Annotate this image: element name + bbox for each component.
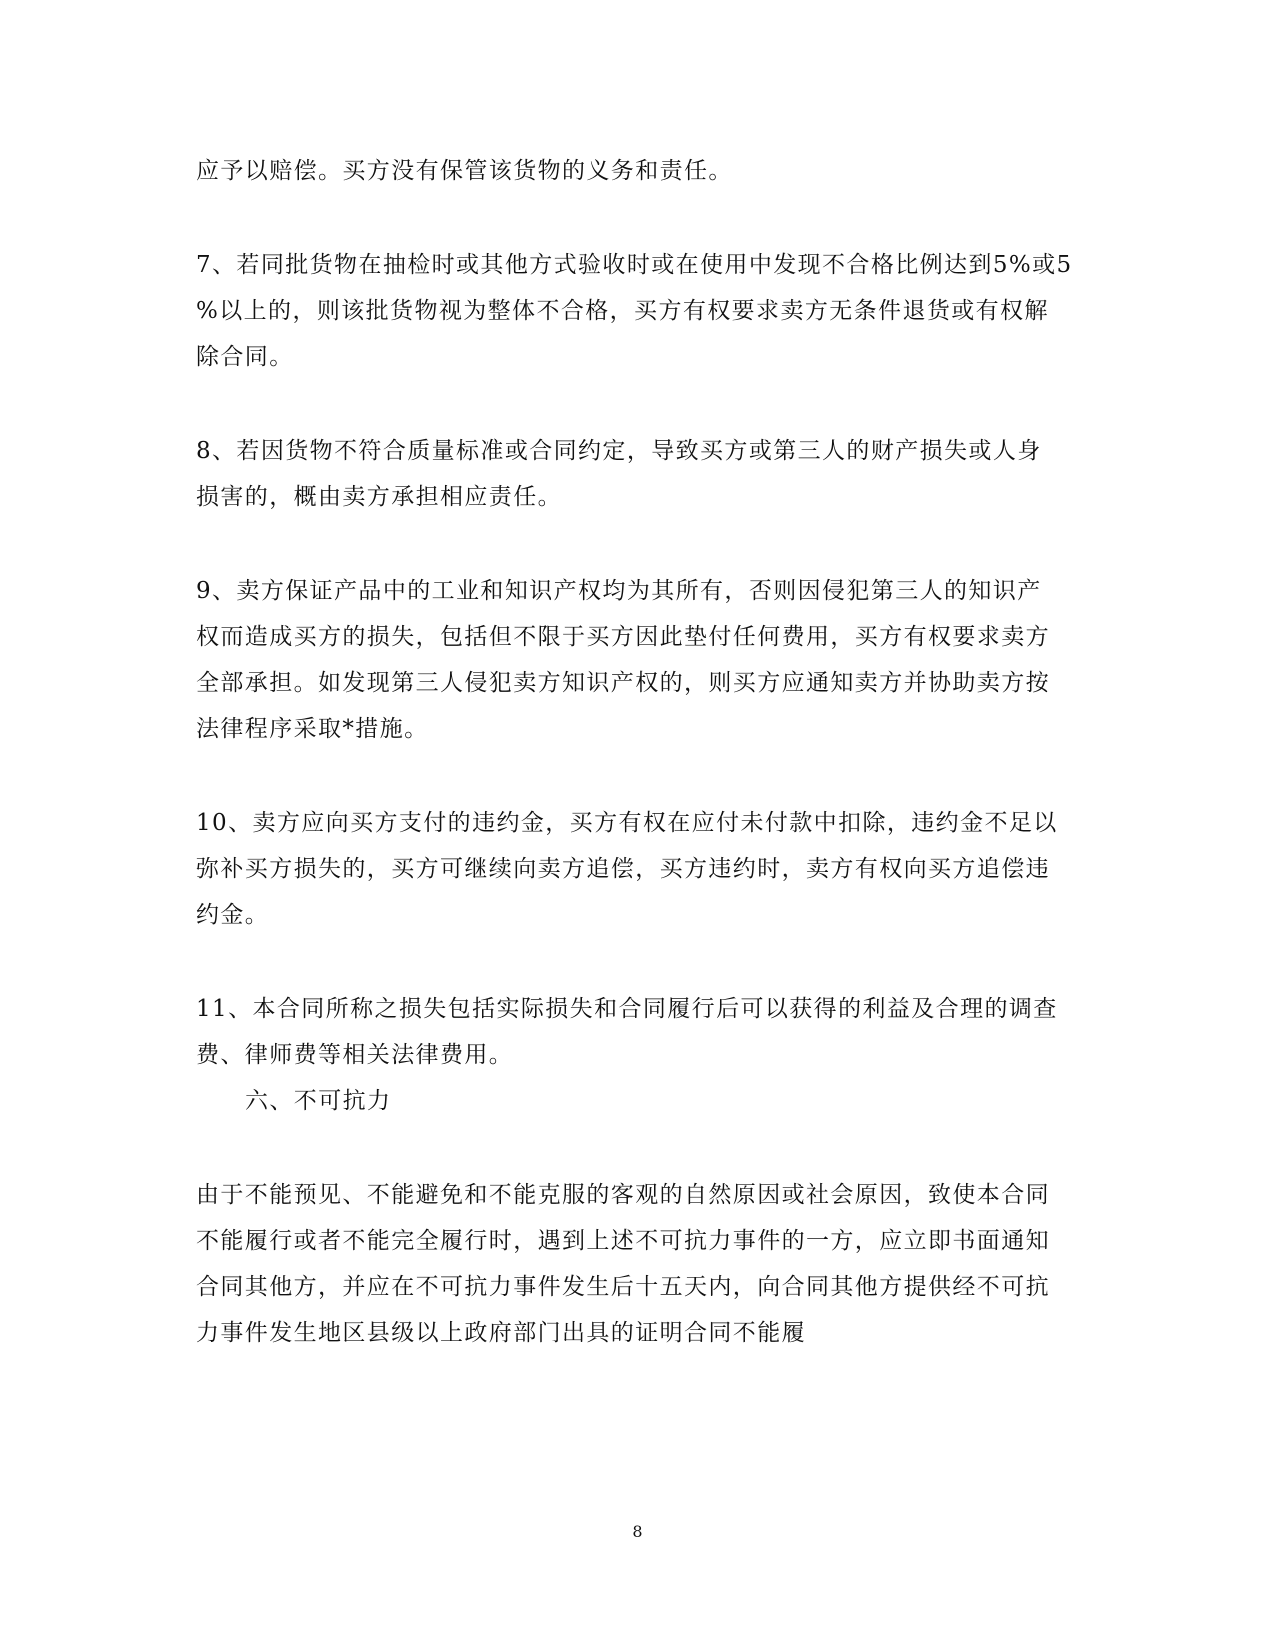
text-line: 全部承担。如发现第三人侵犯卖方知识产权的，则买方应通知卖方并协助卖方按 xyxy=(196,670,1050,696)
text-line: 8、若因货物不符合质量标准或合同约定，导致买方或第三人的财产损失或人身 xyxy=(196,438,1042,464)
text-line: 由于不能预见、不能避免和不能克服的客观的自然原因或社会原因，致使本合同 xyxy=(196,1182,1050,1208)
page-number: 8 xyxy=(632,1522,643,1541)
text-line: 9、卖方保证产品中的工业和知识产权均为其所有，否则因侵犯第三人的知识产 xyxy=(196,578,1042,604)
text-line: 约金。 xyxy=(196,902,270,928)
text-line: 权而造成买方的损失，包括但不限于买方因此垫付任何费用，买方有权要求卖方 xyxy=(196,624,1050,650)
text-line: 合同其他方，并应在不可抗力事件发生后十五天内，向合同其他方提供经不可抗 xyxy=(196,1274,1050,1300)
text-line: 除合同。 xyxy=(196,344,294,370)
text-line: 应予以赔偿。买方没有保管该货物的义务和责任。 xyxy=(196,158,733,184)
text-line: 11、本合同所称之损失包括实际损失和合同履行后可以获得的利益及合理的调查 xyxy=(196,996,1058,1022)
text-line: 10、卖方应向买方支付的违约金，买方有权在应付未付款中扣除，违约金不足以 xyxy=(196,810,1058,836)
text-line: 法律程序采取*措施。 xyxy=(196,716,429,742)
text-line: 损害的，概由卖方承担相应责任。 xyxy=(196,484,562,510)
text-line: 弥补买方损失的，买方可继续向卖方追偿，买方违约时，卖方有权向买方追偿违 xyxy=(196,856,1050,882)
text-line: 7、若同批货物在抽检时或其他方式验收时或在使用中发现不合格比例达到5%或5 xyxy=(196,252,1073,278)
text-line: %以上的，则该批货物视为整体不合格，买方有权要求卖方无条件退货或有权解 xyxy=(196,298,1049,324)
text-line: 力事件发生地区县级以上政府部门出具的证明合同不能履 xyxy=(196,1320,806,1346)
text-line: 费、律师费等相关法律费用。 xyxy=(196,1042,514,1068)
section-heading: 六、不可抗力 xyxy=(245,1088,392,1114)
text-line: 不能履行或者不能完全履行时，遇到上述不可抗力事件的一方，应立即书面通知 xyxy=(196,1228,1050,1254)
